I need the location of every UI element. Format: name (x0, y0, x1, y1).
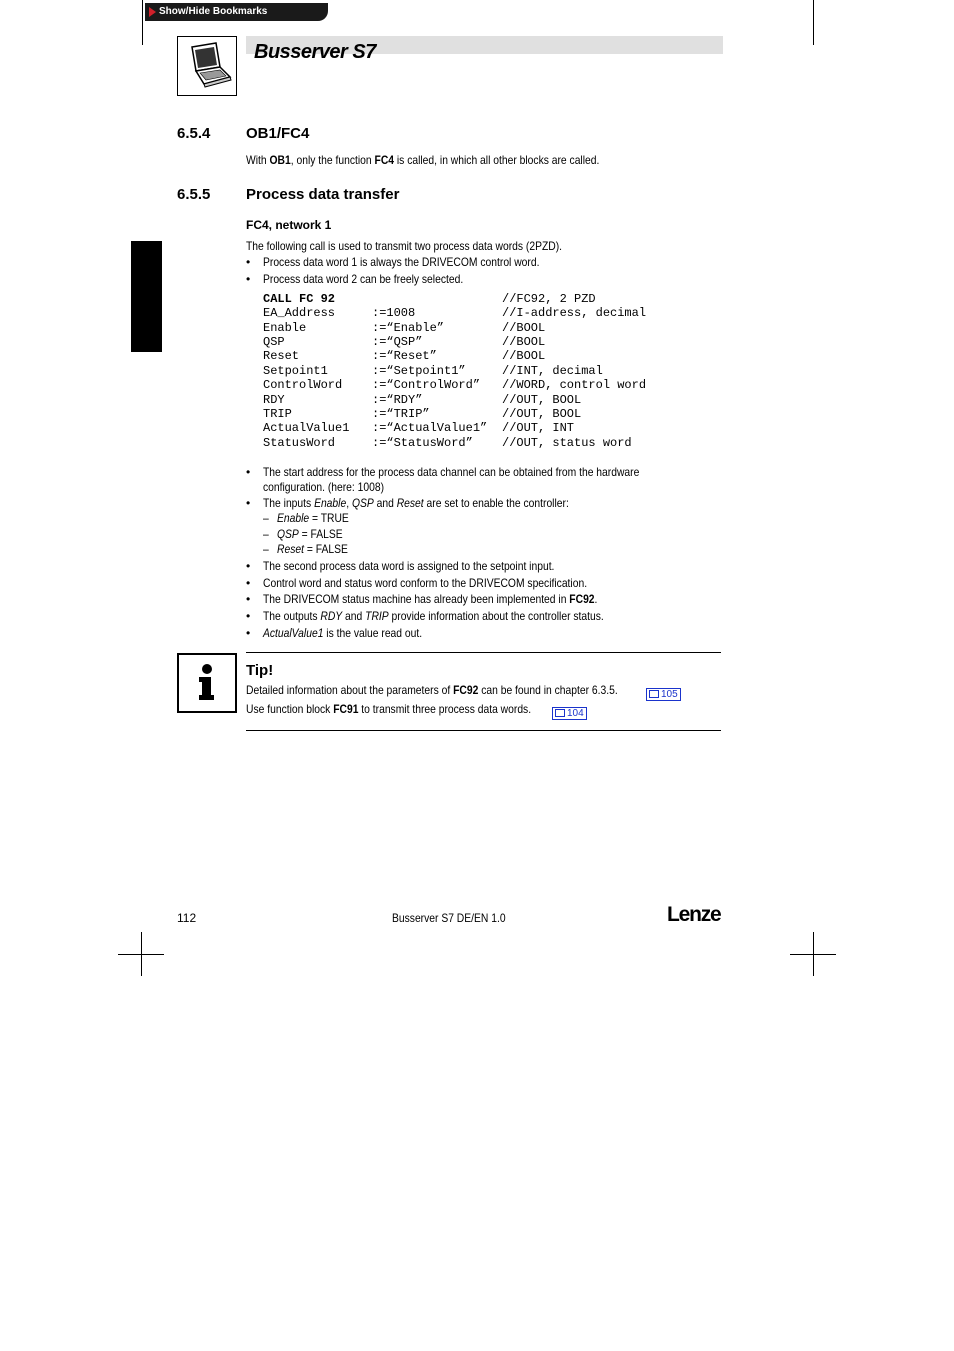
sub-item (277, 542, 348, 556)
page-number: 112 (177, 911, 197, 925)
text-run: QSP (277, 527, 299, 541)
crop-mark (142, 0, 143, 45)
code-assign: :=1008 (372, 306, 416, 320)
bullet-icon: • (246, 576, 251, 590)
document-title: Busserver S7 (254, 41, 376, 63)
bullet-icon: • (246, 465, 251, 479)
reference-page: 104 (567, 708, 584, 719)
section-number: 6.5.5 (177, 186, 211, 203)
code-assign: :=“ControlWord” (372, 378, 481, 392)
sub-item (277, 527, 343, 541)
code-assign: :=“StatusWord” (372, 436, 473, 450)
triangle-icon (149, 7, 156, 17)
page-reference-link[interactable] (548, 703, 587, 721)
list-item: The second process data word is assigned to the setpoint input. (263, 559, 555, 573)
list-item (263, 496, 569, 510)
list-item: Process data word 2 can be freely selected. (263, 272, 464, 286)
text-run: With (246, 153, 270, 167)
info-icon (177, 653, 237, 713)
bullet-icon: • (246, 609, 251, 623)
text-run: Detailed information about the parameters of (246, 683, 454, 697)
bullet-icon: • (246, 255, 251, 269)
code-comment: //FC92, 2 PZD (502, 292, 596, 306)
code-name: TRIP (263, 407, 292, 421)
dash-icon: – (263, 542, 269, 556)
show-hide-bookmarks-button[interactable] (145, 3, 328, 21)
code-name: Enable (263, 321, 307, 335)
code-assign: :=“Setpoint1” (372, 364, 466, 378)
text-run: The outputs (263, 609, 321, 623)
bullet-icon: • (246, 559, 251, 573)
code-name: QSP (263, 335, 285, 349)
code-comment: //OUT, BOOL (502, 407, 582, 421)
text-run: = FALSE (298, 527, 343, 541)
intro-text: The following call is used to transmit two process data words (2PZD). (246, 239, 563, 253)
book-icon (649, 690, 659, 698)
text-run: , (346, 496, 352, 510)
lenze-logo: Lenze (667, 903, 721, 926)
chapter-tab (131, 241, 162, 352)
list-item (263, 609, 604, 623)
divider (246, 652, 721, 653)
code-name: EA_Address (263, 306, 336, 320)
code-comment: //I-address, decimal (502, 306, 647, 320)
page-reference-link[interactable] (642, 684, 681, 702)
code-assign: :=“Reset” (372, 349, 437, 363)
tip-line (246, 683, 618, 697)
dash-icon: – (263, 527, 269, 541)
bookmark-button-label: Show/Hide Bookmarks (159, 6, 268, 17)
text-run: Use function block (246, 702, 334, 716)
code-assign: :=“RDY” (372, 393, 423, 407)
subheading: FC4, network 1 (246, 218, 332, 232)
text-run: are set to enable the controller: (423, 496, 569, 510)
reference-page: 105 (661, 689, 678, 700)
list-item (263, 592, 597, 606)
text-run: and (373, 496, 397, 510)
text-run: Reset (277, 542, 304, 556)
text-run: Reset (396, 496, 424, 510)
text-run: = TRUE (309, 511, 349, 525)
text-run: Enable (277, 511, 310, 525)
text-run: FC92 (569, 592, 595, 606)
code-comment: //OUT, INT (502, 421, 575, 435)
divider (246, 730, 721, 731)
text-run: OB1 (269, 153, 291, 167)
code-name: ControlWord (263, 378, 343, 392)
text-run: FC92 (453, 683, 479, 697)
text-run: Enable (314, 496, 347, 510)
code-name: ActualValue1 (263, 421, 350, 435)
code-name: StatusWord (263, 436, 336, 450)
code-comment: //BOOL (502, 335, 546, 349)
text-run: , only the function (290, 153, 375, 167)
text-run: QSP (351, 496, 374, 510)
text-run: is called, in which all other blocks are called. (394, 153, 600, 167)
text-run: and (342, 609, 366, 623)
list-item: Process data word 1 is always the DRIVECOM control word. (263, 255, 540, 269)
section-title: OB1/FC4 (246, 125, 310, 142)
sub-item (277, 511, 349, 525)
laptop-icon (177, 36, 237, 96)
text-run: to transmit three process data words. (358, 702, 532, 716)
code-assign: :=“ActualValue1” (372, 421, 488, 435)
code-assign: :=“QSP” (372, 335, 423, 349)
text-run: = FALSE (303, 542, 348, 556)
text-run: FC4 (374, 153, 395, 167)
code-name: RDY (263, 393, 285, 407)
text-run: ActualValue1 (263, 626, 324, 640)
section-number: 6.5.4 (177, 125, 211, 142)
bullet-icon: • (246, 272, 251, 286)
code-comment: //INT, decimal (502, 364, 603, 378)
text-run: The DRIVECOM status machine has already been implemented in (263, 592, 570, 606)
code-name: CALL FC 92 (263, 292, 336, 306)
list-item: configuration. (here: 1008) (263, 480, 385, 494)
section-title: Process data transfer (246, 186, 400, 203)
bullet-icon: • (246, 496, 251, 510)
list-item: The start address for the process data channel can be obtained from the hardware (263, 465, 640, 479)
section-text (246, 153, 599, 167)
bullet-icon: • (246, 626, 251, 640)
footer-doc-id: Busserver S7 DE/EN 1.0 (392, 911, 506, 925)
code-assign: :=“Enable” (372, 321, 445, 335)
code-name: Reset (263, 349, 300, 363)
text-run: FC91 (333, 702, 359, 716)
text-run: can be found in chapter 6.3.5. (478, 683, 618, 697)
code-assign: :=“TRIP” (372, 407, 430, 421)
crop-mark (813, 0, 814, 45)
dash-icon: – (263, 511, 269, 525)
code-comment: //BOOL (502, 349, 546, 363)
text-run: TRIP (365, 609, 389, 623)
code-name: Setpoint1 (263, 364, 328, 378)
text-run: . (594, 592, 598, 606)
crop-mark (813, 932, 814, 976)
bullet-icon: • (246, 592, 251, 606)
list-item: Control word and status word conform to the DRIVECOM specification. (263, 576, 588, 590)
tip-line (246, 702, 531, 716)
text-run: is the value read out. (323, 626, 423, 640)
text-run: The inputs (263, 496, 315, 510)
list-item (263, 626, 422, 640)
text-run: provide information about the controller status. (388, 609, 604, 623)
book-icon (555, 709, 565, 717)
crop-mark (141, 932, 142, 976)
text-run: RDY (320, 609, 343, 623)
code-comment: //BOOL (502, 321, 546, 335)
tip-title: Tip! (246, 662, 274, 679)
code-comment: //OUT, BOOL (502, 393, 582, 407)
code-comment: //OUT, status word (502, 436, 632, 450)
code-comment: //WORD, control word (502, 378, 647, 392)
